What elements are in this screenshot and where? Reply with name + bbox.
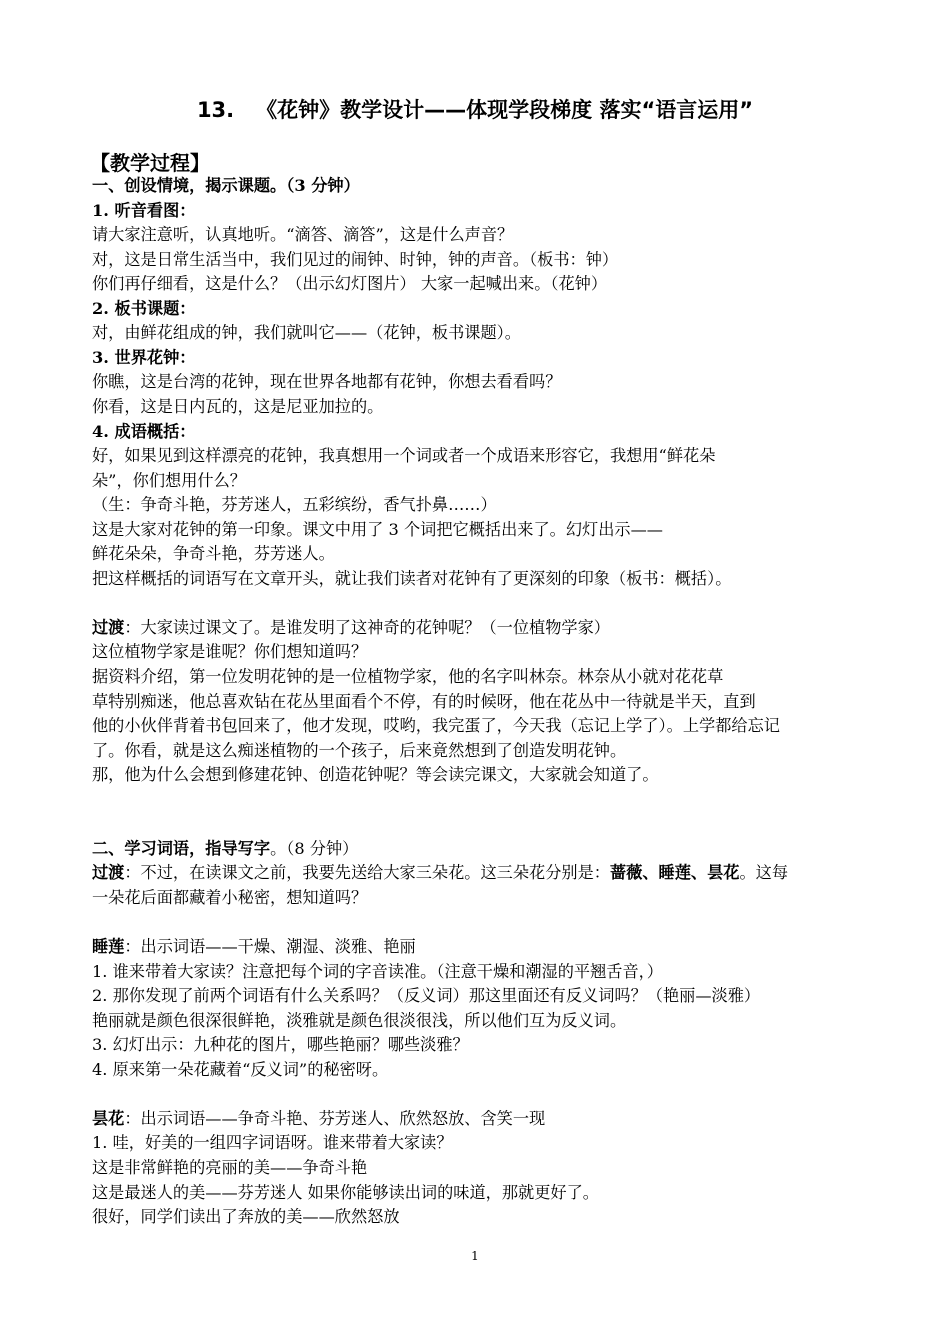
text-run: ：出示词语——争奇斗艳、芬芳迷人、欣然怒放、含笑一现 [124, 1108, 546, 1128]
text-run: 草特别痴迷，他总喜欢钻在花丛里面看个不停，有的时候呀，他在花丛中一待就是半天，直到 [92, 691, 756, 711]
text-run: 2. 那你发现了前两个词语有什么关系吗？（反义词）那这里面还有反义词吗？（艳丽—淡雅） [92, 986, 761, 1006]
section-heading: 【教学过程】 [90, 151, 210, 175]
text-run: 把这样概括的词语写在文章开头，就让我们读者对花钟有了更深刻的印象（板书：概括）。 [92, 568, 732, 588]
text-line [92, 347, 195, 369]
document-title [0, 96, 950, 124]
text-line [92, 322, 521, 344]
text-run: 这是大家对花钟的第一印象。课文中用了 3 个词把它概括出来了。幻灯出示—— [92, 519, 663, 539]
text-run: （生：争奇斗艳，芬芳迷人，五彩缤纷，香气扑鼻……） [92, 495, 497, 515]
text-line [92, 1157, 367, 1179]
text-run: 好，如果见到这样漂亮的花钟，我真想用一个词或者一个成语来形容它，我想用“鲜花朵 [92, 446, 716, 466]
text-line [92, 985, 760, 1007]
text-run: 一朵花后面都藏着小秘密，想知道吗？ [92, 887, 368, 907]
text-line [92, 519, 663, 541]
text-line [92, 1108, 545, 1130]
text-line [92, 1010, 626, 1032]
text-run: 。这每 [739, 863, 789, 883]
text-line [92, 838, 358, 860]
text-line [92, 421, 195, 443]
text-line [92, 249, 618, 271]
text-line [92, 961, 663, 983]
text-run: 对，这是日常生活当中，我们见过的闹钟、时钟，钟的声音。（板书：钟） [92, 249, 619, 269]
text-run: 这是非常鲜艳的亮丽的美——争奇斗艳 [92, 1158, 368, 1177]
text-line [92, 1182, 599, 1204]
text-run: 4. 原来第一朵花藏着“反义词”的秘密呀。 [92, 1059, 389, 1079]
text-run: 那，他为什么会想到修建花钟、创造花钟呢？等会读完课文，大家就会知道了。 [92, 765, 659, 785]
text-line [92, 371, 561, 393]
text-run: 朵”，你们想用什么？ [92, 470, 246, 490]
text-line [92, 200, 195, 222]
bold-text: 一、创设情境，揭示课题。（3 分钟） [92, 176, 360, 195]
text-line [92, 740, 626, 762]
text-run: 。（8 分钟） [270, 838, 359, 858]
text-run: ：大家读过课文了。是谁发明了这神奇的花钟呢？（一位植物学家） [124, 617, 610, 637]
text-run: 很好，同学们读出了奔放的美——欣然怒放 [92, 1207, 400, 1227]
text-line [92, 1059, 388, 1081]
text-run: 据资料介绍，第一位发明花钟的是一位植物学家，他的名字叫林奈。林奈从小就对花花草 [92, 667, 724, 686]
bold-text: 二、学习词语，指导写字 [92, 838, 271, 858]
text-line [92, 617, 610, 639]
text-line [92, 175, 360, 197]
text-line [92, 641, 367, 663]
bold-text: 蔷薇、睡莲、昙花 [610, 863, 740, 883]
text-line [92, 273, 607, 295]
text-line [92, 1132, 453, 1154]
bold-text: 4. 成语概括： [92, 421, 196, 441]
text-line [92, 396, 383, 418]
title-number: 13. [196, 98, 235, 122]
text-line [92, 445, 715, 467]
bold-text: 过渡 [92, 863, 125, 883]
text-run: 这位植物学家是谁呢？你们想知道吗？ [92, 642, 368, 662]
text-run: ：出示词语——干燥、潮湿、淡雅、艳丽 [124, 937, 416, 957]
text-run: 鲜花朵朵，争奇斗艳，芬芳迷人。 [92, 544, 335, 564]
page-number: 1 [471, 1249, 479, 1263]
text-run: 他的小伙伴背着书包回来了，他才发现，哎哟，我完蛋了，今天我（忘记上学了）。上学都给忘记 [92, 716, 780, 736]
text-run: 艳丽就是颜色很深很鲜艳，淡雅就是颜色很淡很浅，所以他们互为反义词。 [92, 1010, 627, 1030]
text-run: 你看，这是日内瓦的，这是尼亚加拉的。 [92, 396, 384, 416]
text-line [92, 1206, 400, 1228]
text-line [92, 764, 659, 786]
text-run: 1. 哇，好美的一组四字词语呀。谁来带着大家读？ [92, 1133, 453, 1153]
text-line [92, 691, 756, 713]
bold-text: 昙花 [92, 1108, 125, 1128]
text-line [92, 543, 335, 565]
text-run: 3. 幻灯出示：九种花的图片，哪些艳丽？哪些淡雅？ [92, 1035, 469, 1055]
text-line [92, 887, 367, 909]
bold-text: 过渡 [92, 617, 125, 637]
text-line [92, 470, 246, 492]
text-line [92, 715, 780, 737]
text-run: 请大家注意听，认真地听。“滴答、滴答”，这是什么声音？ [92, 225, 514, 245]
text-line [92, 862, 788, 884]
text-line [92, 224, 513, 246]
bold-text: 1. 听音看图： [92, 200, 196, 220]
text-line [92, 494, 497, 516]
text-run: 这是最迷人的美——芬芳迷人 如果你能够读出词的味道，那就更好了。 [92, 1182, 599, 1202]
text-line [92, 1034, 469, 1056]
text-line [92, 666, 723, 688]
bold-text: 2. 板书课题： [92, 298, 196, 318]
text-run: 对，由鲜花组成的钟，我们就叫它——（花钟，板书课题）。 [92, 323, 521, 343]
text-line [92, 936, 416, 958]
title-text: 《花钟》教学设计——体现学段梯度 落实“语言运用” [256, 98, 754, 122]
text-run: ：不过，在读课文之前，我要先送给大家三朵花。这三朵花分别是： [124, 863, 610, 883]
text-run: 你们再仔细看，这是什么？（出示幻灯图片） 大家一起喊出来。（花钟） [92, 274, 608, 294]
bold-text: 3. 世界花钟： [92, 347, 196, 367]
text-run: 了。你看，就是这么痴迷植物的一个孩子，后来竟然想到了创造发明花钟。 [92, 740, 627, 760]
text-line [92, 298, 195, 320]
text-line [92, 568, 731, 590]
text-run: 1. 谁来带着大家读？注意把每个词的字音读准。（注意干燥和潮湿的平翘舌音，） [92, 961, 663, 981]
bold-text: 睡莲 [92, 937, 125, 957]
text-run: 你瞧，这是台湾的花钟，现在世界各地都有花钟，你想去看看吗？ [92, 372, 562, 392]
